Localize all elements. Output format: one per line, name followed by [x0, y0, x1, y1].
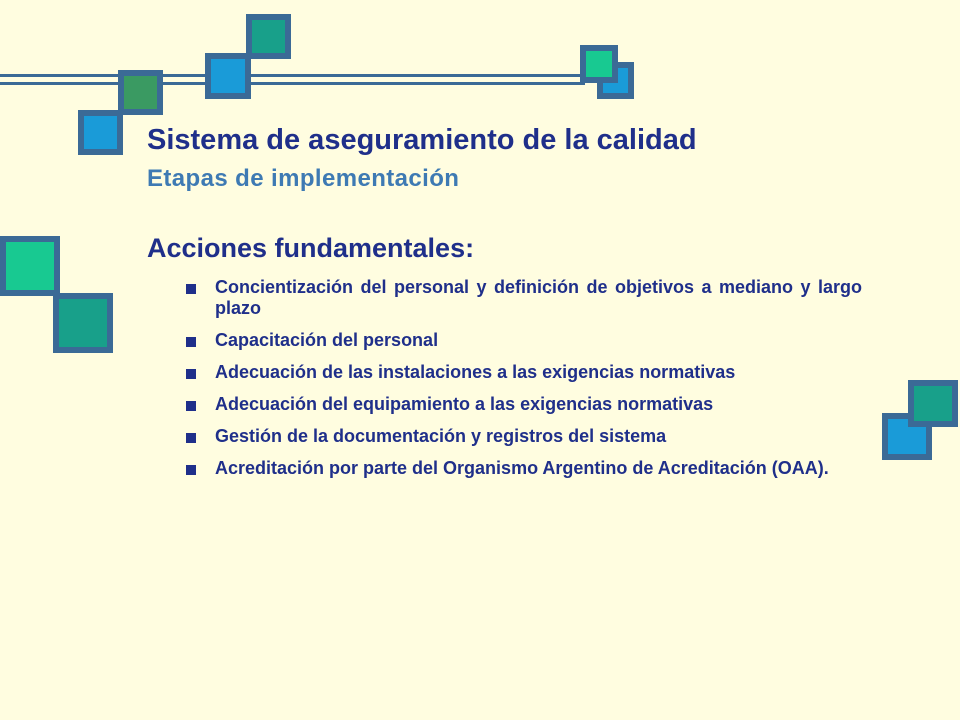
slide-subtitle: Etapas de implementación	[147, 165, 460, 192]
bullet-list	[186, 277, 862, 490]
bullet-text: Acreditación por parte del Organismo Argentino de Acreditación (OAA).	[215, 458, 829, 478]
bullet-item	[186, 277, 862, 319]
decorative-square	[118, 70, 163, 115]
decorative-line	[0, 74, 210, 77]
bullet-text: Capacitación del personal	[215, 330, 439, 350]
decorative-square	[205, 53, 251, 99]
decorative-square	[0, 236, 60, 296]
bullet-text: Adecuación de las instalaciones a las exigencias normativas	[215, 362, 736, 382]
square-bullet-icon	[186, 433, 196, 443]
square-bullet-icon	[186, 369, 196, 379]
square-bullet-icon	[186, 284, 196, 294]
bullet-text: Gestión de la documentación y registros del sistema	[215, 426, 667, 446]
decorative-square	[246, 14, 291, 59]
decorative-square	[78, 110, 123, 155]
section-heading: Acciones fundamentales:	[147, 233, 475, 263]
decorative-square	[908, 380, 958, 427]
bullet-item	[186, 458, 862, 479]
decorative-square	[580, 45, 618, 83]
bullet-text: Adecuación del equipamiento a las exigencias normativas	[215, 394, 714, 414]
bullet-item	[186, 426, 862, 447]
decorative-line	[250, 82, 585, 85]
bullet-text: Concientización del personal y definición de objetivos a mediano y largo plazo	[215, 277, 862, 318]
square-bullet-icon	[186, 465, 196, 475]
decorative-line	[250, 74, 585, 77]
slide-title: Sistema de aseguramiento de la calidad	[147, 124, 697, 156]
decorative-line	[0, 82, 210, 85]
bullet-item	[186, 394, 862, 415]
square-bullet-icon	[186, 337, 196, 347]
bullet-item	[186, 362, 862, 383]
bullet-item	[186, 330, 862, 351]
square-bullet-icon	[186, 401, 196, 411]
decorative-square	[53, 293, 113, 353]
